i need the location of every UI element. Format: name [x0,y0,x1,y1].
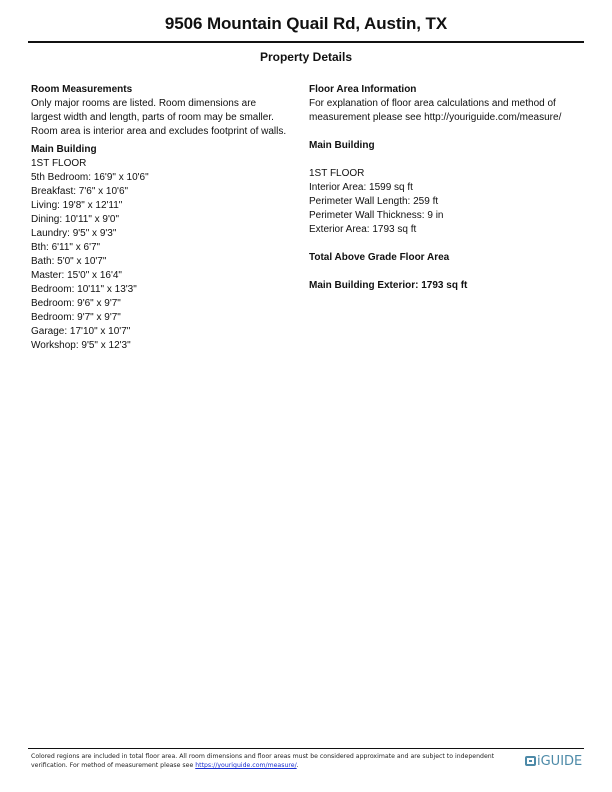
room-item: Breakfast: 7'6" x 10'6" [31,186,129,197]
footer-divider [28,748,584,749]
room-item: Bath: 5'0" x 10'7" [31,256,107,267]
room-measurements-description-line: Only major rooms are listed. Room dimensions are [31,98,257,109]
room-item: Dining: 10'11" x 9'0" [31,214,120,225]
total-area-heading: Total Above Grade Floor Area [309,252,450,263]
room-measurements-column [31,83,296,353]
section-title: Property Details [259,50,353,64]
floor-area-description-line: measurement please see http://youriguide.com/measure/ [309,112,562,123]
iguide-logo [525,753,582,769]
room-measurements-heading: Room Measurements [31,84,133,95]
area-stat: Interior Area: 1599 sq ft [309,182,413,193]
room-item: Living: 19'8" x 12'11" [31,200,123,211]
floor-area-column [309,83,584,293]
floor-area-heading: Floor Area Information [309,84,417,95]
room-item: 5th Bedroom: 16'9" x 10'6" [31,172,149,183]
room-item: Bedroom: 9'6" x 9'7" [31,298,121,309]
footer-line-2 [31,761,521,770]
total-area-value: Main Building Exterior: 1793 sq ft [309,280,468,291]
footer-line-1: Colored regions are included in total floor area. All room dimensions and floor areas must be considered approximate and are subject to independent [31,753,495,760]
room-measurements-description-line: Room area is interior area and excludes footprint of walls. [31,126,287,137]
room-item: Garage: 17'10" x 10'7" [31,326,131,337]
footer-disclaimer [31,752,521,770]
footer-line-2-prefix: verification. For method of measurement please see [31,762,196,769]
header-divider [28,41,584,43]
room-item: Bth: 6'11" x 6'7" [31,242,101,253]
area-stat: Exterior Area: 1793 sq ft [309,224,417,235]
floor-label: 1ST FLOOR [309,168,365,179]
area-stat: Perimeter Wall Length: 259 ft [309,196,439,207]
room-item: Bedroom: 10'11" x 13'3" [31,284,137,295]
iguide-logo-text: iGUIDE [537,753,583,769]
iguide-logo-icon [525,756,536,766]
floor-area-description-line: For explanation of floor area calculations and method of [309,98,556,109]
room-item: Workshop: 9'5" x 12'3" [31,340,131,351]
floor-label: 1ST FLOOR [31,158,87,169]
page-title: 9506 Mountain Quail Rd, Austin, TX [164,14,448,33]
area-stat: Perimeter Wall Thickness: 9 in [309,210,444,221]
footer-line-2-suffix: . [296,762,299,769]
room-item: Master: 15'0" x 16'4" [31,270,122,281]
room-item: Bedroom: 9'7" x 9'7" [31,312,121,323]
measure-link[interactable]: https://youriguide.com/measure/ [195,762,297,769]
building-heading: Main Building [309,140,375,151]
room-measurements-description-line: largest width and length, parts of room may be smaller. [31,112,274,123]
room-item: Laundry: 9'5" x 9'3" [31,228,117,239]
building-heading: Main Building [31,144,97,155]
